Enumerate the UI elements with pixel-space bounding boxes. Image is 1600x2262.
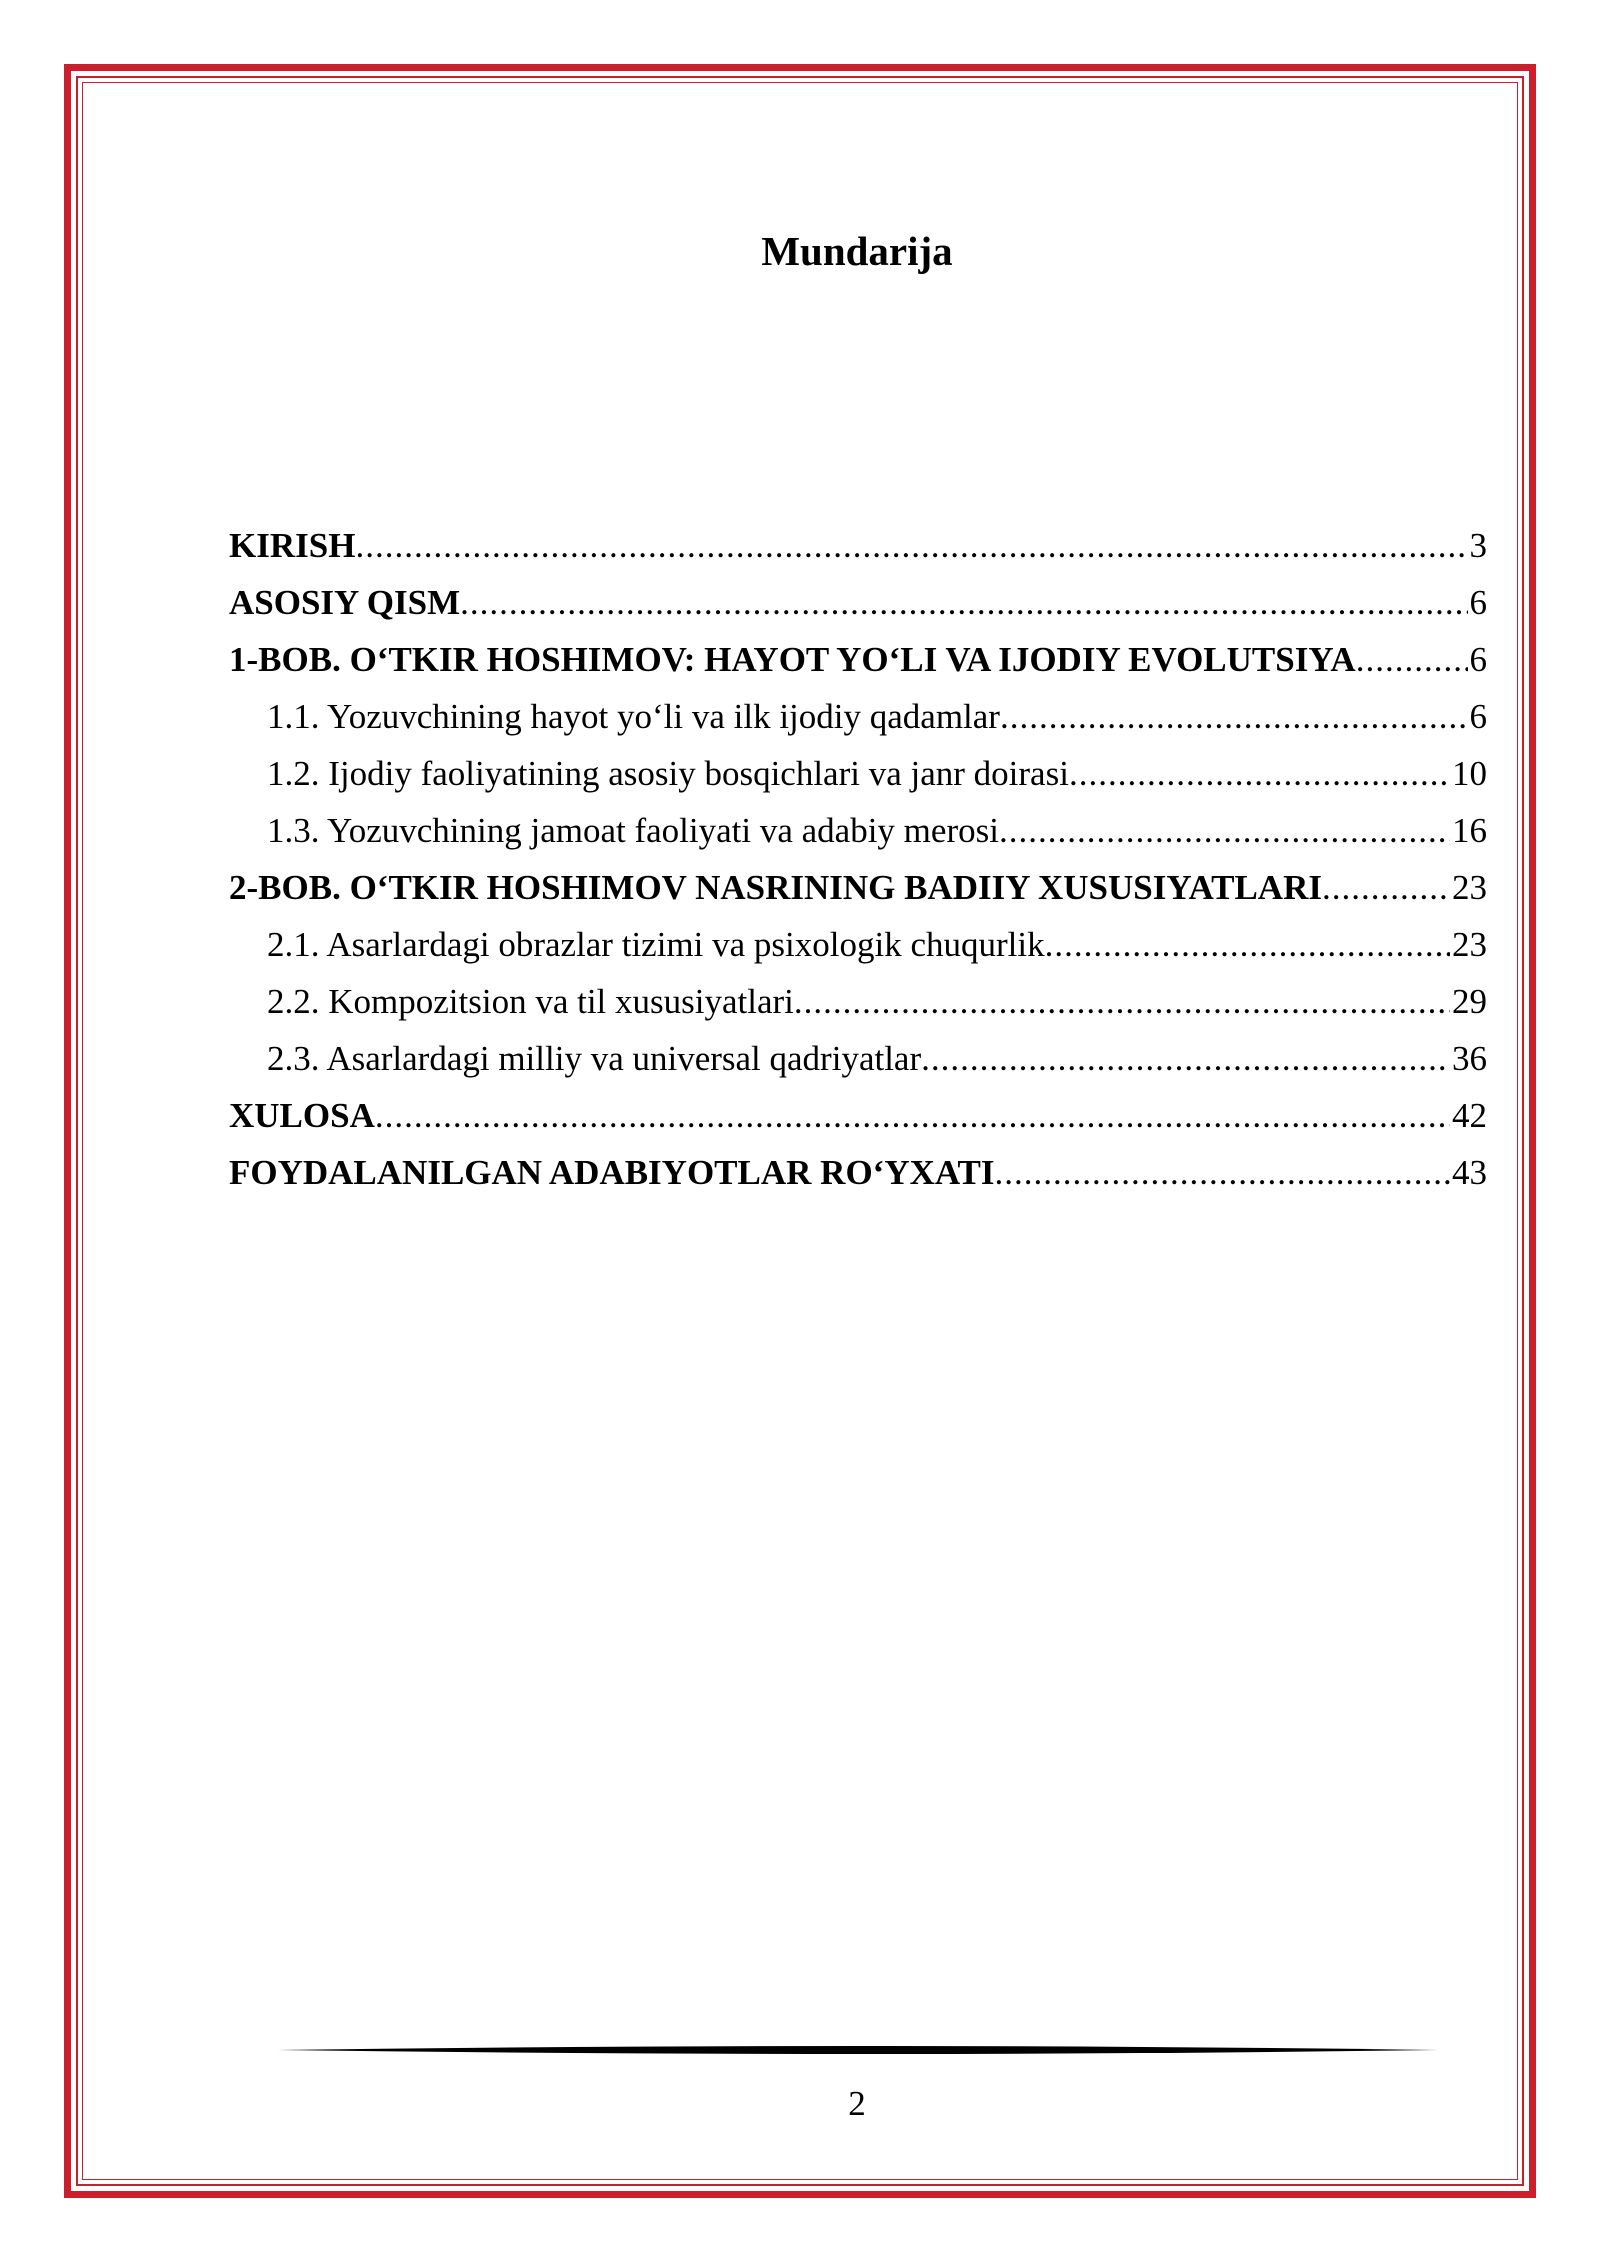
toc-leader-dots: [1356, 636, 1468, 683]
toc-entry-label: 1-BOB. O‘TKIR HOSHIMOV: HAYOT YO‘LI VA IJODIY EVOLUTSIYA: [229, 640, 1356, 679]
toc-entry-page: 42: [1452, 1096, 1487, 1135]
toc-leader-dots: [794, 978, 1450, 1025]
page-title: Mundarija: [761, 228, 953, 274]
toc-entry-page: 36: [1452, 1039, 1487, 1078]
toc-entry-page: 6: [1469, 640, 1487, 679]
toc-entry-section-2-3[interactable]: [229, 1035, 1487, 1092]
toc-leader-dots: [1045, 921, 1450, 968]
toc-entry-label: 2.2. Kompozitsion va til xususiyatlari: [267, 982, 794, 1021]
toc-entry-asosiy-qism[interactable]: [229, 579, 1487, 636]
toc-entry-page: 6: [1469, 697, 1487, 736]
toc-entry-label: KIRISH: [229, 526, 356, 565]
toc-entry-label: 1.2. Ijodiy faoliyatining asosiy bosqichlari va janr doirasi: [267, 754, 1069, 793]
toc-entry-page: 43: [1452, 1153, 1487, 1192]
toc-entry-section-2-1[interactable]: [229, 921, 1487, 978]
table-of-contents: [229, 522, 1487, 1206]
toc-entry-page: 6: [1469, 583, 1487, 622]
toc-entry-page: 10: [1452, 754, 1487, 793]
toc-entry-label: 2.1. Asarlardagi obrazlar tizimi va psixologik chuqurlik: [267, 925, 1045, 964]
toc-entry-label: 1.3. Yozuvchining jamoat faoliyati va adabiy merosi: [267, 811, 999, 850]
footer-divider: [278, 2040, 1438, 2060]
toc-entry-label: FOYDALANILGAN ADABIYOTLAR RO‘YXATI: [229, 1153, 995, 1192]
toc-entry-label: XULOSA: [229, 1096, 375, 1135]
toc-leader-dots: [355, 522, 1467, 569]
toc-entry-section-1-2[interactable]: [229, 750, 1487, 807]
toc-entry-bibliography[interactable]: [229, 1149, 1487, 1206]
toc-entry-page: 3: [1469, 526, 1487, 565]
toc-entry-page: 16: [1452, 811, 1487, 850]
page-number: 2: [848, 2084, 866, 2123]
toc-entry-label: 2-BOB. O‘TKIR HOSHIMOV NASRINING BADIIY XUSUSIYATLARI: [229, 868, 1322, 907]
toc-entry-chapter-1[interactable]: [229, 636, 1487, 693]
toc-leader-dots: [921, 1035, 1450, 1082]
toc-entry-label: ASOSIY QISM: [229, 583, 461, 622]
toc-entry-section-2-2[interactable]: [229, 978, 1487, 1035]
toc-entry-page: 29: [1452, 982, 1487, 1021]
toc-entry-section-1-3[interactable]: [229, 807, 1487, 864]
toc-entry-label: 2.3. Asarlardagi milliy va universal qadriyatlar: [267, 1039, 922, 1078]
toc-leader-dots: [1322, 864, 1450, 911]
toc-leader-dots: [1000, 693, 1468, 740]
toc-leader-dots: [995, 1149, 1450, 1196]
toc-leader-dots: [999, 807, 1450, 854]
toc-entry-section-1-1[interactable]: [229, 693, 1487, 750]
toc-entry-label: 1.1. Yozuvchining hayot yo‘li va ilk ijodiy qadamlar: [267, 697, 1000, 736]
toc-leader-dots: [375, 1092, 1450, 1139]
toc-leader-dots: [1069, 750, 1450, 797]
toc-entry-kirish[interactable]: [229, 522, 1487, 579]
toc-entry-page: 23: [1452, 925, 1487, 964]
toc-leader-dots: [460, 579, 1467, 626]
toc-entry-chapter-2[interactable]: [229, 864, 1487, 921]
toc-entry-page: 23: [1452, 868, 1487, 907]
toc-entry-xulosa[interactable]: [229, 1092, 1487, 1149]
